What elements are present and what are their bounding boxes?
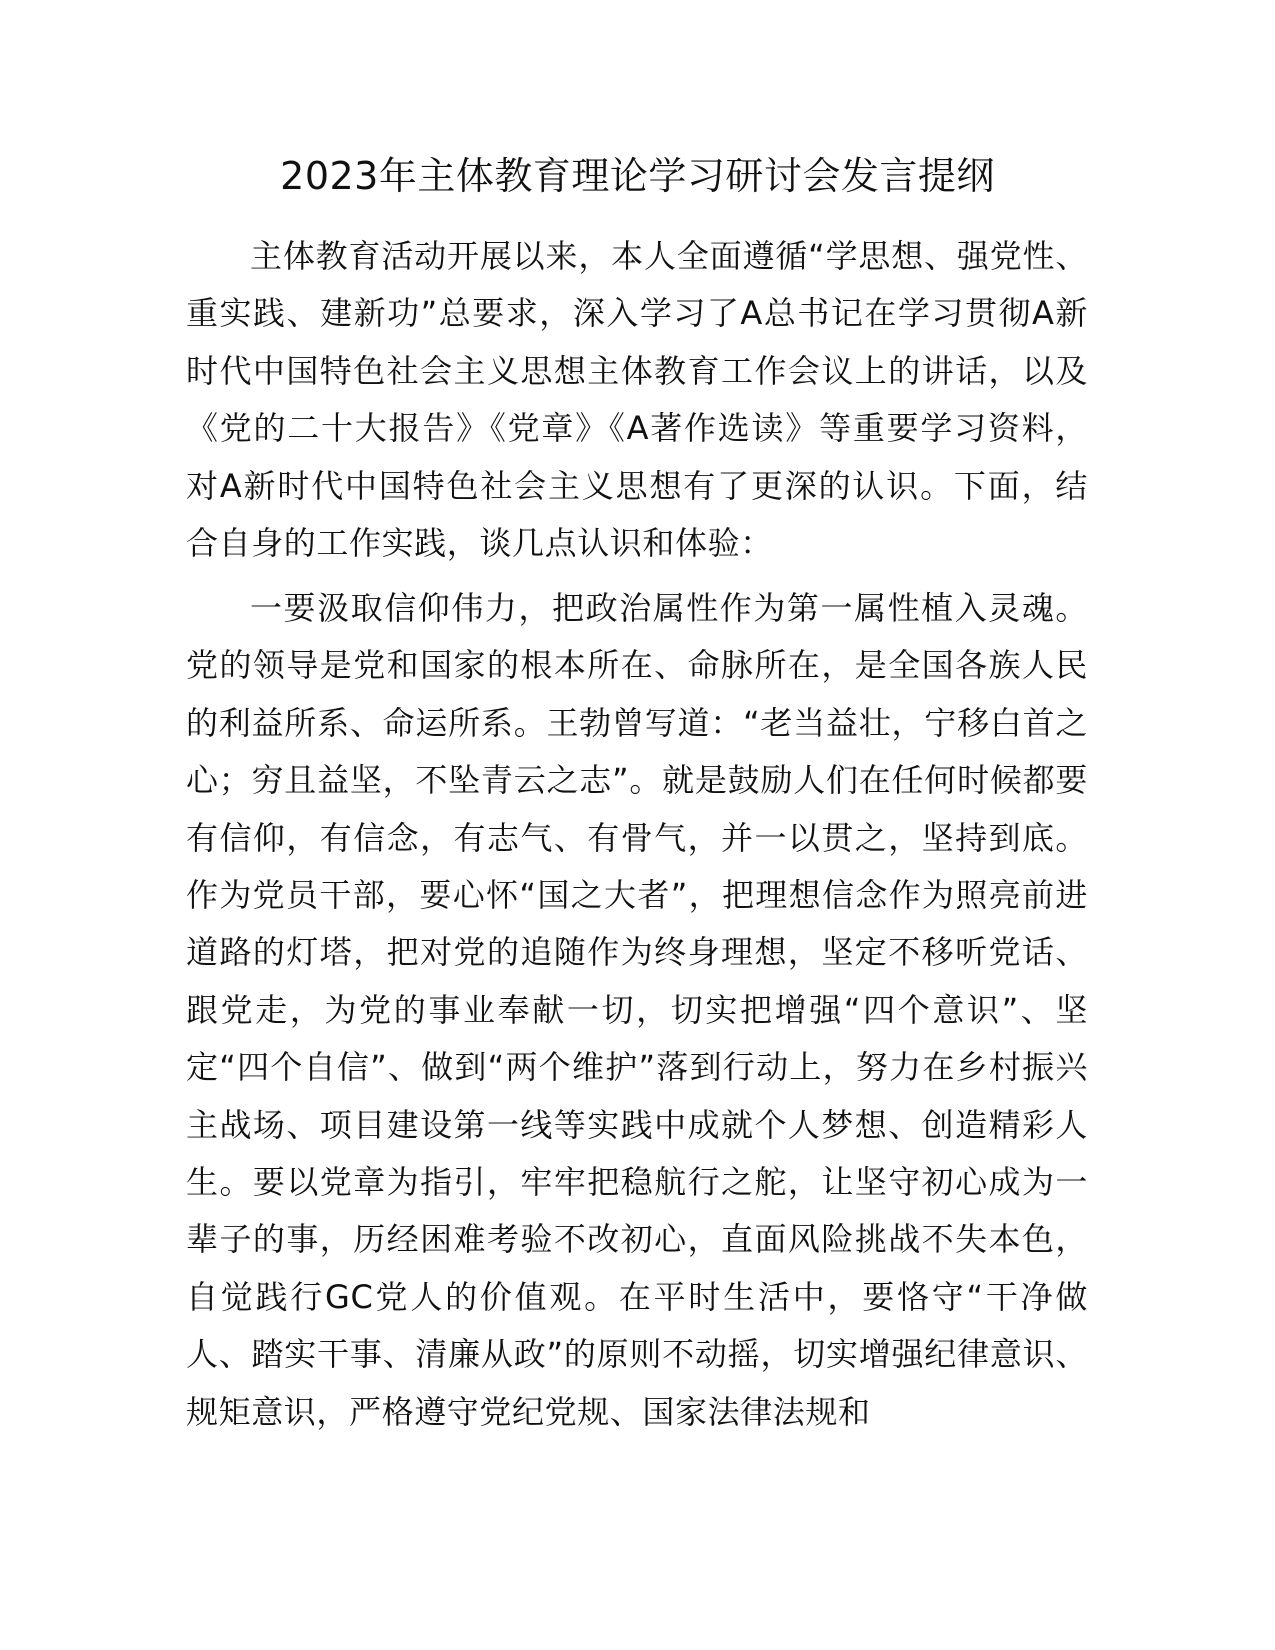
paragraph-intro: 主体教育活动开展以来，本人全面遵循“学思想、强党性、重实践、建新功”总要求，深入学习了A总书记在学习贯彻A新时代中国特色社会主义思想主体教育工作会议上的讲话，以及《党的二十大报告》《党章》《A著作选读》等重要学习资料，对A新时代中国特色社会主义思想有了更深的认识。下面，结合自身的工作实践，谈几点认识和体验： <box>186 237 1088 563</box>
page-title: 2023年主体教育理论学习研讨会发言提纲 <box>280 154 995 198</box>
paragraph-point-one: 一要汲取信仰伟力，把政治属性作为第一属性植入灵魂。党的领导是党和国家的根本所在、命脉所在，是全国各族人民的利益所系、命运所系。王勃曾写道：“老当益壮，宁移白首之心；穷且益坚，不坠青云之志”。就是鼓励人们在任何时候都要有信仰，有信念，有志气、有骨气，并一以贯之，坚持到底。作为党员干部，要心怀“国之大者”，把理想信念作为照亮前进道路的灯塔，把对党的追随作为终身理想，坚定不移听党话、跟党走，为党的事业奉献一切，切实把增强“四个意识”、坚定“四个自信”、做到“两个维护”落到行动上，努力在乡村振兴主战场、项目建设第一线等实践中成就个人梦想、创造精彩人生。要以党章为指引，牢牢把稳航行之舵，让坚守初心成为一辈子的事，历经困难考验不改初心，直面风险挑战不失本色，自觉践行GC党人的价值观。在平时生活中，要恪守“干净做人、踏实干事、清廉从政”的原则不动摇，切实增强纪律意识、规矩意识，严格遵守党纪党规、国家法律法规和 <box>186 589 1088 1431</box>
